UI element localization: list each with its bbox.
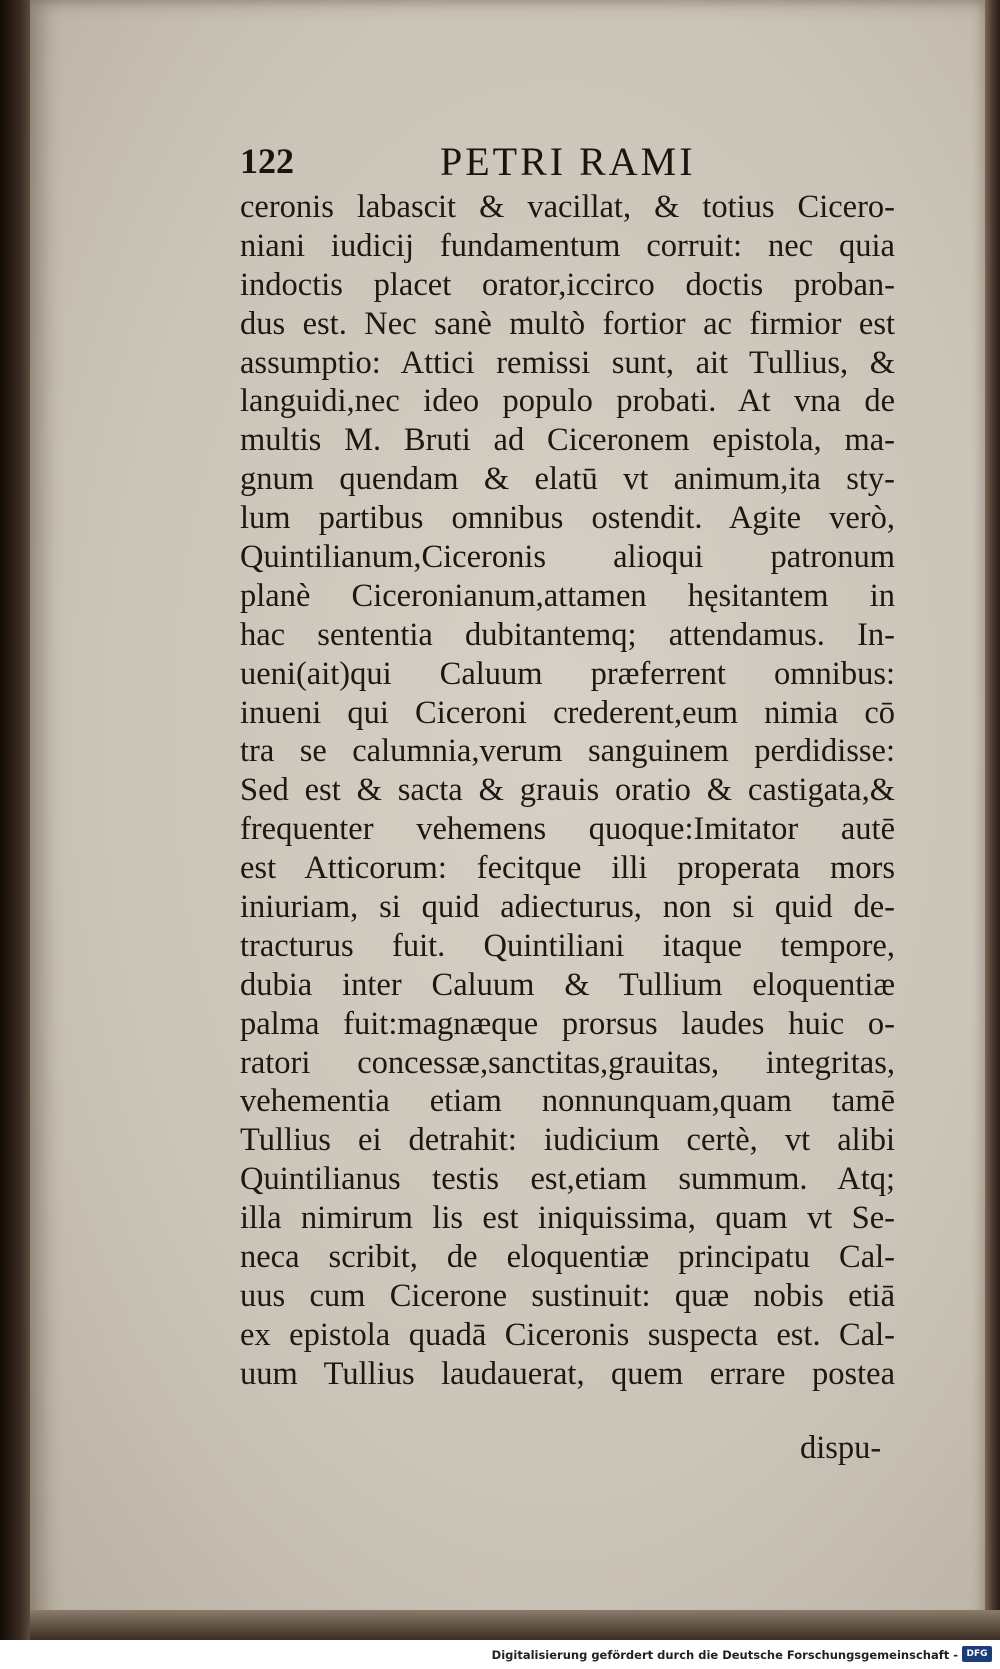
text-line: ceronis labascit & vacillat, & totius Cicero- <box>240 189 895 225</box>
text-line: Tullius ei detrahit: iudicium certè, vt alibi <box>240 1122 895 1159</box>
text-line: languidi,nec ideo populo probati. At vna de <box>240 383 895 420</box>
binding-gutter <box>0 0 34 1640</box>
text-line: dus est. Nec sanè multò fortior ac firmior est <box>240 305 895 342</box>
text-line: dubia inter Caluum & Tullium eloquentiæ <box>240 966 895 1003</box>
text-line: neca scribit, de eloquentiæ principatu Cal- <box>240 1239 895 1276</box>
text-line: illa nimirum lis est iniquissima, quam vt Se- <box>240 1200 895 1237</box>
dfg-logo-icon: DFG <box>962 1646 992 1662</box>
text-line: vehementia etiam nonnunquam,quam tamē <box>240 1083 895 1120</box>
text-line: ex epistola quadā Ciceronis suspecta est. Cal- <box>240 1316 895 1353</box>
running-title: PETRI RAMI <box>440 139 696 184</box>
text-line: frequenter vehemens quoque:Imitator autē <box>240 811 895 848</box>
page-number: 122 <box>240 141 294 181</box>
text-line: lum partibus omnibus ostendit. Agite verò, <box>240 500 895 537</box>
text-line: multis M. Bruti ad Ciceronem epistola, ma- <box>240 422 895 459</box>
page-fore-edge <box>985 0 1000 1640</box>
text-line: Quintilianum,Ciceronis alioqui patronum <box>240 539 895 576</box>
text-line: gnum quendam & elatū vt animum,ita sty- <box>240 461 895 498</box>
funding-credit: Digitalisierung gefördert durch die Deutsche Forschungsgemeinschaft - <box>491 1648 958 1662</box>
text-line: uus cum Cicerone sustinuit: quæ nobis etiā <box>240 1277 895 1314</box>
catchword: dispu- <box>800 1430 882 1466</box>
body-text <box>240 188 895 1394</box>
page-header <box>240 140 940 190</box>
text-line: planè Ciceronianum,attamen hęsitantem in <box>240 577 895 614</box>
text-line: est Atticorum: fecitque illi properata mors <box>240 850 895 887</box>
text-line: hac sententia dubitantemq; attendamus. In- <box>240 616 895 653</box>
text-line: Quintilianus testis est,etiam summum. Atq; <box>240 1161 895 1198</box>
text-line: palma fuit:magnæque prorsus laudes huic o- <box>240 1005 895 1042</box>
text-line: tracturus fuit. Quintiliani itaque tempore, <box>240 927 895 964</box>
text-line: tra se calumnia,verum sanguinem perdidisse: <box>240 733 895 770</box>
text-line: uum Tullius laudauerat, quem errare postea <box>240 1355 895 1392</box>
text-line: Sed est & sacta & grauis oratio & castigata,& <box>240 772 895 809</box>
text-line: assumptio: Attici remissi sunt, ait Tullius, & <box>240 344 895 381</box>
text-line: indoctis placet orator,iccirco doctis proban- <box>240 266 895 303</box>
text-line: ratori concessæ,sanctitas,grauitas, integritas, <box>240 1044 895 1081</box>
text-line: inueni qui Ciceroni crederent,eum nimia cō <box>240 694 895 731</box>
text-line: ueni(ait)qui Caluum præferrent omnibus: <box>240 655 895 692</box>
text-line: niani iudicij fundamentum corruit: nec quia <box>240 227 895 264</box>
text-line: iniuriam, si quid adiecturus, non si quid de- <box>240 889 895 926</box>
page-bottom-edge <box>30 1610 1000 1640</box>
